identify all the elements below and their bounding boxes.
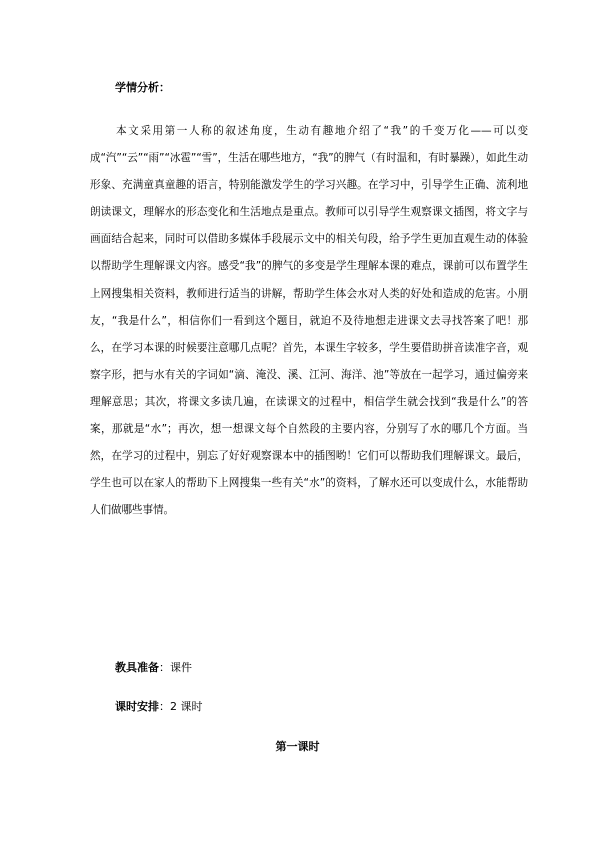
materials-value: ：课件 [159, 661, 192, 674]
materials-line [115, 659, 192, 675]
schedule-value: ：2 课时 [159, 700, 203, 713]
materials-label: 教具准备 [115, 661, 159, 674]
schedule-label: 课时安排 [115, 700, 159, 713]
section-heading: 学情分析： [115, 81, 170, 94]
lesson-title: 第一课时 [275, 740, 320, 753]
analysis-paragraph: 本文采用第一人称的叙述角度，生动有趣地介绍了“我”的千变万化——可以变成“汽”“云”“雨”“冰雹”“雪”，生活在哪些地方，“我”的脾气（有时温和，有时暴躁），如此生动形象、充满童真童趣的语言，特别能激发学生的学习兴趣。在学习中，引导学生正确、流利地朗读课文，理解水的形态变化和生活地点是重点。教师可以引导学生观察课文插图，将文字与画面结合起来，同时可以借助多媒体手段展示文中的相关句段，给予学生更加直观生动的体验以帮助学生理解课文内容。感受“我”的脾气的多变是学生理解本课的难点，课前可以布置学生上网搜集相关资料，教师进行适当的讲解，帮助学生体会水对人类的好处和造成的危害。小朋友，“我是什么”，相信你们一看到这个题目，就迫不及待地想走进课文去寻找答案了吧！那么，在学习本课的时候要注意哪几点呢？首先，本课生字较多，学生要借助拼音读准字音，观察字形，把与水有关的字词如“滴、淹没、溪、江河、海洋、池”等放在一起学习，通过偏旁来理解意思；其次，将课文多读几遍，在读课文的过程中，相信学生就会找到“我是什么”的答案，那就是“水”；再次，想一想课文每个自然段的主要内容，分别写了水的哪几个方面。当然，在学习的过程中，别忘了好好观察课本中的插图哟！它们可以帮助我们理解课文。最后，学生也可以在家人的帮助下上网搜集一些有关“水”的资料，了解水还可以变成什么，水能帮助人们做哪些事情。 [90, 125, 528, 517]
schedule-line [115, 698, 203, 714]
